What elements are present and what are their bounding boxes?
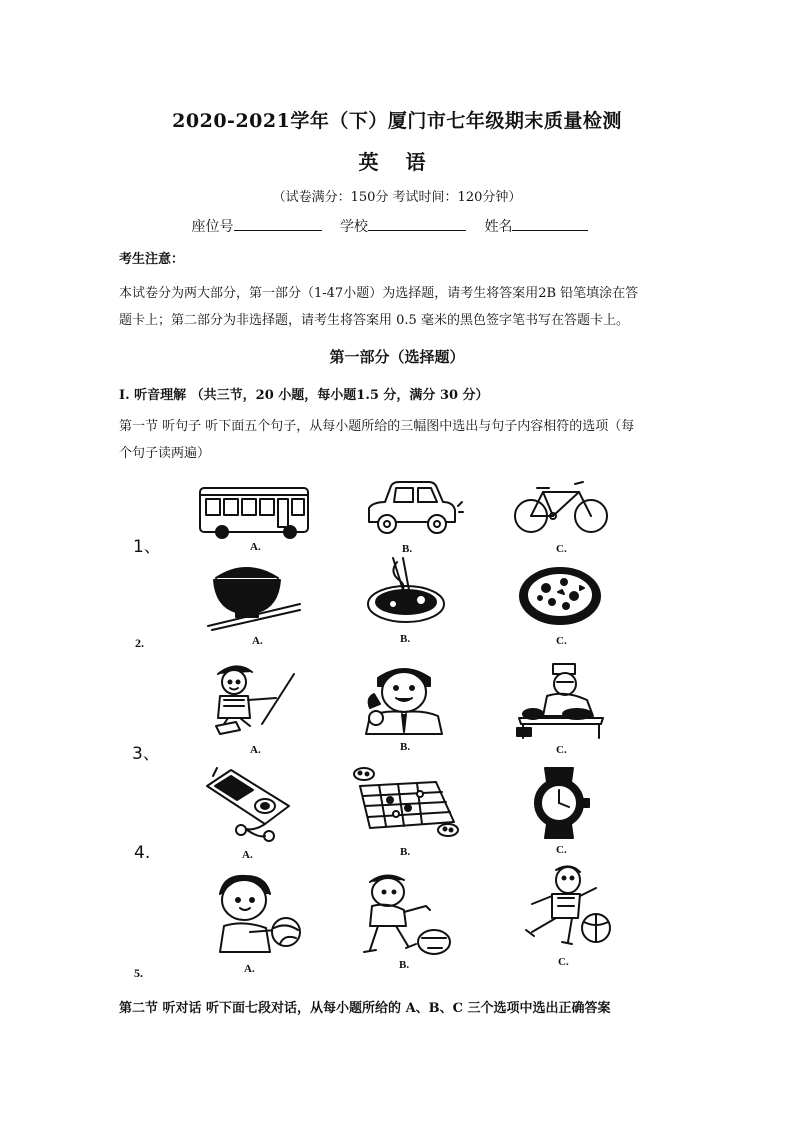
exam-title: 2020-2021学年（下）厦门市七年级期末质量检测 bbox=[172, 110, 622, 132]
wristwatch-icon bbox=[521, 766, 601, 842]
option-label: C. bbox=[556, 844, 567, 856]
part-one-title: 第一部分（选择题） bbox=[329, 348, 465, 366]
boy-volleyball-icon bbox=[210, 872, 304, 958]
seat-input[interactable] bbox=[234, 216, 322, 231]
question-number-4: 4. bbox=[134, 843, 151, 863]
name-label: 姓名 bbox=[484, 219, 513, 235]
car-icon bbox=[363, 480, 463, 540]
option-label: C. bbox=[556, 635, 567, 647]
subsection-2-instructions: 第二节 听对话 听下面七段对话，从每小题所给的 A、B、C 三个选项中选出正确答案 bbox=[119, 1001, 611, 1016]
option-label: B. bbox=[400, 633, 411, 645]
option-label: A. bbox=[244, 963, 255, 975]
exam-info: （试卷满分：150分 考试时间：120分钟） bbox=[272, 190, 522, 205]
student-fields bbox=[0, 216, 794, 236]
option-label: B. bbox=[402, 543, 413, 555]
bicycle-icon bbox=[513, 478, 609, 538]
section-heading: I. 听音理解 （共三节，20 小题，每小题1.5 分，满分 30 分） bbox=[119, 388, 489, 403]
man-on-phone-icon bbox=[364, 660, 444, 736]
option-label: B. bbox=[400, 741, 411, 753]
question-number-2: 2. bbox=[135, 636, 144, 650]
option-label: B. bbox=[400, 846, 411, 858]
girl-sweeping-icon bbox=[206, 660, 302, 736]
school-label: 学校 bbox=[340, 219, 368, 235]
pizza-icon bbox=[518, 566, 602, 626]
notice-heading: 考生注意： bbox=[119, 252, 185, 267]
chef-cooking-icon bbox=[513, 662, 609, 740]
noodles-icon bbox=[363, 556, 449, 626]
question-number-5: 5. bbox=[134, 966, 143, 980]
rice-bowl-icon bbox=[206, 558, 302, 632]
boy-basketball-icon bbox=[512, 862, 614, 950]
mp3-player-icon bbox=[203, 766, 293, 842]
option-label: A. bbox=[252, 635, 263, 647]
option-label: A. bbox=[242, 849, 253, 861]
option-label: C. bbox=[556, 744, 567, 756]
subsection-1-line-2: 个句子读两遍） bbox=[119, 446, 211, 461]
option-label: A. bbox=[250, 541, 261, 553]
bus-icon bbox=[198, 485, 310, 540]
boy-soccer-icon bbox=[356, 870, 454, 960]
subsection-1-line-1: 第一节 听句子 听下面五个句子，从每小题所给的三幅图中选出与句子内容相符的选项（每 bbox=[119, 419, 635, 434]
notice-text bbox=[119, 280, 681, 334]
question-number-1: 1、 bbox=[133, 537, 161, 557]
question-number-3: 3、 bbox=[132, 744, 160, 764]
seat-label: 座位号 bbox=[191, 219, 234, 235]
option-label: C. bbox=[558, 956, 569, 968]
notice-line-2: 题卡上；第二部分为非选择题，请考生将答案用 0.5 毫米的黑色签字笔书写在答题卡上。 bbox=[119, 313, 629, 328]
subsection-1-instructions bbox=[119, 413, 684, 467]
chess-board-icon bbox=[350, 764, 462, 840]
subject-title: 英 语 bbox=[358, 150, 436, 174]
option-label: C. bbox=[556, 543, 567, 555]
name-input[interactable] bbox=[512, 216, 588, 231]
notice-line-1: 本试卷分为两大部分，第一部分（1-47小题）为选择题，请考生将答案用2B 铅笔填涂在答 bbox=[119, 286, 639, 301]
option-label: B. bbox=[399, 959, 410, 971]
school-input[interactable] bbox=[368, 216, 466, 231]
option-label: A. bbox=[250, 744, 261, 756]
